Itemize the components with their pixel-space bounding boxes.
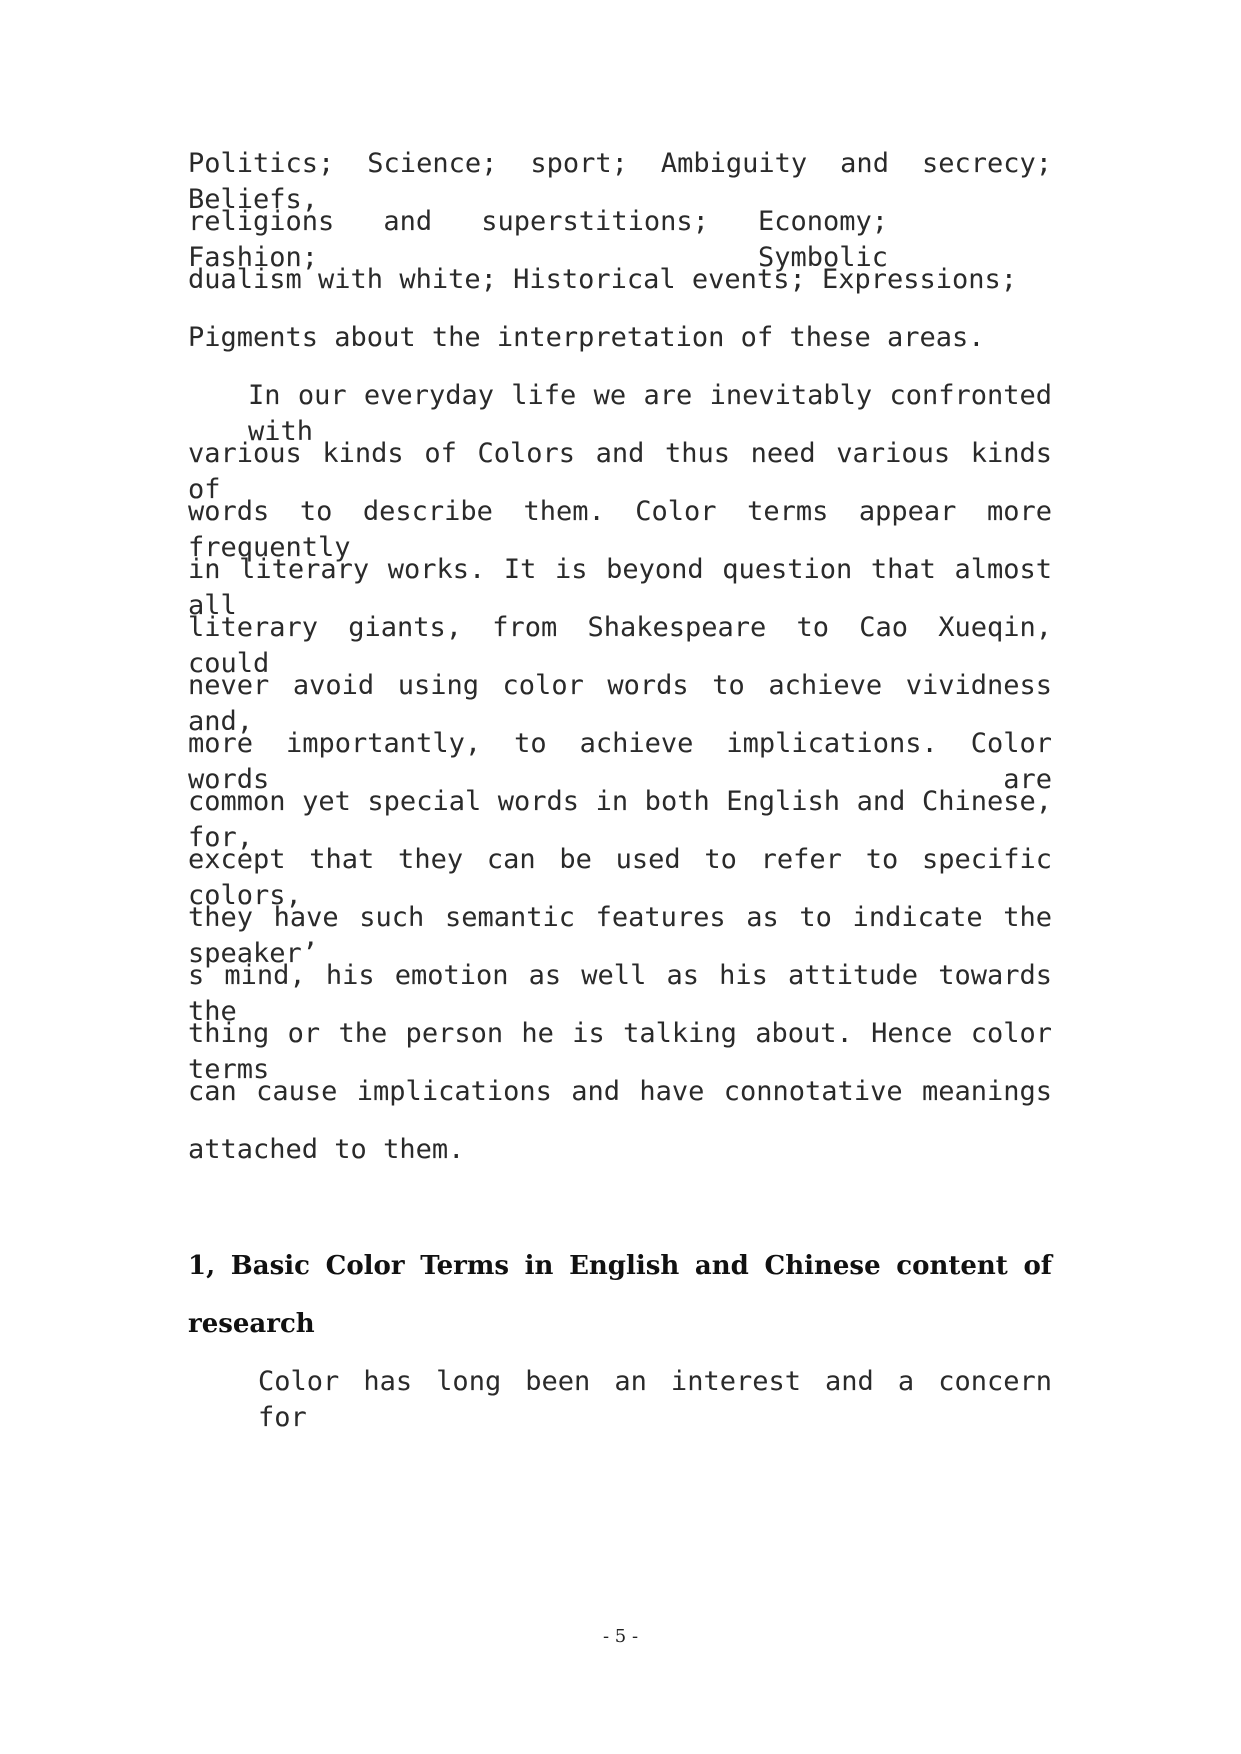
section-heading-line-2: research [188, 1309, 315, 1339]
paragraph-1-line-3: dualism with white; Historical events; Expressions; [188, 264, 1018, 295]
paragraph-2-line-3: words to describe them. Color terms appear more frequently [188, 496, 1052, 563]
paragraph-2-line-4: in literary works. It is beyond question that almost all [188, 554, 1052, 621]
paragraph-1-line-4: Pigments about the interpretation of these areas. [188, 322, 985, 353]
paragraph-3-line-1: Color has long been an interest and a concern for [258, 1366, 1052, 1433]
paragraph-2-line-13: can cause implications and have connotative meanings [188, 1076, 1052, 1107]
paragraph-1-line-1: Politics; Science; sport; Ambiguity and secrecy; Beliefs, [188, 148, 1052, 215]
paragraph-2-line-7: more importantly, to achieve implications. Color words are [188, 728, 1052, 795]
page-number: - 5 - [602, 1626, 639, 1647]
section-heading-line-1: 1, Basic Color Terms in English and Chinese content of [188, 1251, 1052, 1281]
paragraph-2-line-2: various kinds of Colors and thus need various kinds of [188, 438, 1052, 505]
paragraph-2-line-11: s mind, his emotion as well as his attitude towards the [188, 960, 1052, 1027]
paragraph-2-line-6: never avoid using color words to achieve vividness and, [188, 670, 1052, 737]
paragraph-1-line-2: religions and superstitions; Economy; Fashion; Symbolic [188, 206, 888, 273]
paragraph-2-line-5: literary giants, from Shakespeare to Cao Xueqin, could [188, 612, 1052, 679]
paragraph-2-line-8: common yet special words in both English and Chinese, for, [188, 786, 1052, 853]
paragraph-2-line-12: thing or the person he is talking about. Hence color terms [188, 1018, 1052, 1085]
paragraph-2-line-10: they have such semantic features as to indicate the speaker’ [188, 902, 1052, 969]
paragraph-2-line-9: except that they can be used to refer to specific colors, [188, 844, 1052, 911]
paragraph-2-line-1: In our everyday life we are inevitably confronted with [248, 380, 1052, 447]
paragraph-2-line-14: attached to them. [188, 1134, 465, 1165]
